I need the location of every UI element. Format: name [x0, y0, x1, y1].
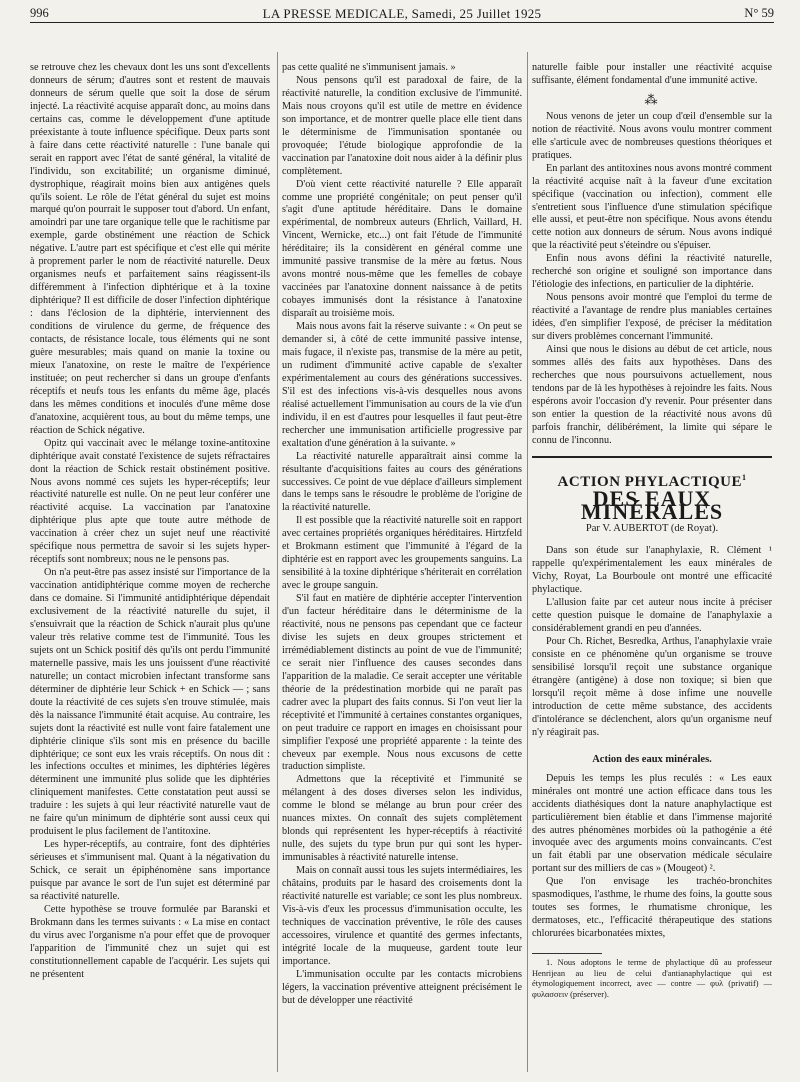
column-1	[30, 62, 270, 982]
paragraph: se retrouve chez les chevaux dont les uns sont d'excellents donneurs de sérum; d'autres sont et restent de mauvais donneurs de sérum quelle que soit la dose de sérum injecté. La réactivité acquise apparaît donc, au moins dans certains cas, comme le développement d'une aptitude préexistante à toute influence spécifique. Deux parts sont à faire dans cette réactivité naturelle : l'une banale qui serait en rapport avec l'état de santé général, la vitalité de l'individu, son excitabilité; un organisme diminué, dystrophique, réagirait moins bien aux antigènes quels qu'ils soient. Le rôle de l'état général du sujet est moins marqué qu'on pourrait le supposer tout d'abord. Un enfant, amoindri par une tare organique telle que le rachitisme par exemple, garde obstinément une réaction de Schick négative. L'autre part est spécifique et c'est elle qui mérite à proprement parler le nom de réactivité naturelle. Deux organismes neufs et parfaitement sains réagissent-ils différemment à l'infection diphtérique et à la toxine diphtérique? Il est difficile de doser l'infection diphtérique : dans l'éclosion de la diphtérie, interviennent des conditions de virulence du germe, de fréquence des contacts, de résistance locale, tous éléments qui ne sont guère mesurables; mais quand on manie la toxine ou mieux l'anatoxine, on reste le maître de l'expérience instituée; on peut rechercher si dans un groupe d'enfants réceptifs et neufs tous les enfants du même âge, placés dans les mêmes conditions et inoculés d'une même dose d'anatoxine, acquièrent tous, au bout du même temps, une réaction de Schick négative.	[30, 62, 270, 436]
paragraph: Nous pensons qu'il est paradoxal de faire, de la réactivité naturelle, la condition exclusive de l'immunité. Mais nous croyons qu'il est utile de mettre en évidence son importance, et de montrer quelle place elle tient dans le déterminisme de l'immunisation spontanée ou provoquée; l'étude biologique approfondie de la vaccination par l'anatoxine doit nous aider à la définir plus complètement.	[282, 74, 522, 177]
paragraph: pas cette qualité ne s'immunisent jamais. »	[282, 62, 456, 73]
paragraph: naturelle faible pour installer une réactivité acquise suffisante, élément fondamental d'une immunité active.	[532, 62, 772, 86]
paragraph: Pour Ch. Richet, Besredka, Arthus, l'anaphylaxie vraie consiste en ce phénomène qu'un organisme se trouve sensibilisé lorsqu'il reçoit une substance organique étrangère (antigène) à dose non toxique; si bien que lorsqu'il reçoit même à dose infime une nouvelle introduction de cette même substance, des accidents d'intolérance se déclenchent, alors qu'un organisme neuf n'y réagirait pas.	[532, 636, 772, 738]
paragraph: S'il faut en matière de diphtérie accepter l'intervention d'un facteur héréditaire dans le déterminisme de la réactivité, nous ne pensons pas cependant que ce facteur divise les sujets en deux groupes strictement et irrémédiablement distincts au point de vue de l'immunité; ce serait nier l'influence des causes secondes dans l'apparition de la maladie. Ce serait accepter une véritable théorie de la prédestination morbide qui ne paraît pas cadrer avec la plupart des faits connus. Si l'on veut lier la réceptivité et l'immunité à certaines constantes organiques, on peut traduire ce rapport en images en choisissant pour simplifier l'exposé une propriété apparente : la teinte des cheveux par exemple. Nous nous excusons de cette traduction simpliste.	[282, 593, 522, 773]
column-divider	[527, 52, 528, 1072]
paragraph: On n'a peut-être pas assez insisté sur l'importance de la vaccination antidiphtérique comme moyen de recherche dans ce domaine. Si l'immunité antidiphtérique dépendait exclusivement de la réactivité naturelle du sujet, il s'ensuivrait que la réaction de Schick n'aurait plus qu'une valeur très relative comme test de l'immunité. Tous les sujets ont un Schick positif dès qu'ils ont perdu l'immunité maternelle passive, mais les uns jouissent d'une réactivité naturelle; un contact microbien infectant transforme sans déterminer de diphtérie leur Schick + en Schick — ; sans doute la réactivité de ces sujets s'en trouve stimulée, mais dès la naissance l'immunité était acquise. Au contraire, les sujets dont la réactivité est nulle vont faire fatalement une diphtérie clinique s'ils sont mis en présence du bacille diphtérique; ce sont eux les vrais réceptifs. On nous dit : les infections occultes et minimes, les diphtéries légères déterminent une immunité plus solide que les diphtéries cliniquement manifestes. Cette constatation peut aussi se traduire : les sujets à qui leur réactivité naturelle vaut de ne faire qu'un minimum de diphtérie sont aussi ceux qui produisent le plus facilement de l'antitoxine.	[30, 567, 270, 838]
column-3	[532, 62, 772, 1000]
paragraph: Enfin nous avons défini la réactivité naturelle, recherché son origine et souligné son importance dans l'étiologie des infections, en particulier de la diphtérie.	[532, 253, 772, 291]
paragraph: Admettons que la réceptivité et l'immunité se mélangent à des doses diverses selon les individus, comme le blond se mélange au brun pour créer des nuances mixtes. On connaît des sujets complètement blonds qui représentent les hyper-réceptifs à réactivité nulle, des sujets du type brun pur qui sont les hyper-immunisables à réactivité naturelle intense.	[282, 774, 522, 864]
issue-number: N° 59	[744, 6, 774, 20]
paragraph: La réactivité naturelle apparaîtrait ainsi comme la résultante d'acquisitions faites au cours des générations successives. Ce point de vue déplace d'ailleurs simplement dans le temps sans le résoudre le problème de l'origine de la réactivité naturelle.	[282, 450, 522, 514]
footnote-marker: 1	[741, 472, 747, 482]
paragraph: D'où vient cette réactivité naturelle ? Elle apparaît comme une propriété congénitale; on peut penser qu'il s'agit d'une aptitude héréditaire. Dans le domaine expérimental, de nombreux auteurs (Ehrlich, Vaillard, H. Vincent, Wernicke, etc...) ont fait l'étude de l'immunité héréditaire; ils la considèrent en général comme une immunité passive transmise de la mère au fœtus. Nous avons montré nous-même que les femelles de cobaye vaccinées par l'anatoxine donnent naissance à de petits cobayes immunisés dont la résistance à l'anatoxine disparaît au troisième mois.	[282, 178, 522, 320]
column-2	[282, 62, 522, 1008]
article-kicker: ACTION PHYLACTIQUE$^1$	[557, 472, 747, 490]
page-number: 996	[30, 6, 49, 20]
paragraph: Nous pensons avoir montré que l'emploi du terme de réactivité a l'avantage de rendre plus maniables certaines idées, d'en simplifier l'exposé, de préciser la méditation sur divers problèmes concernant l'immunité.	[532, 292, 772, 343]
paragraph: Cette hypothèse se trouve formulée par Baranski et Brokmann dans les termes suivants : « La mise en contact du virus avec l'organisme n'a pour effet que de provoquer l'apparition de l'immunité chez un sujet qui est constitutionnellement capable de l'acquérir. Les sujets qui ne présentent	[30, 903, 270, 980]
article-author: Par V. AUBERTOT (de Royat).	[585, 522, 719, 534]
paragraph: Que l'on envisage les trachéo-bronchites spasmodiques, l'asthme, le rhume des foins, la goutte sous toutes ses formes, le rhumatisme chronique, les dermatoses, etc., l'efficacité thérapeutique des stations chlorurées bicarbonatées mixtes,	[532, 876, 772, 940]
paragraph: L'allusion faite par cet auteur nous incite à préciser cette question puisque le domaine de l'anaphylaxie a considérablement grandi en peu d'années.	[532, 597, 772, 635]
paragraph: Dans son étude sur l'anaphylaxie, R. Clément ¹ rappelle qu'expérimentalement les eaux minérales de Vichy, Royat, La Bourboule ont montré une efficacité phylactique.	[532, 545, 772, 596]
paragraph: En parlant des antitoxines nous avons montré comment la réactivité acquise naît à la faveur d'une excitation spécifique (vaccination ou infection), comment elle s'entretient sous l'influence d'une stimulation spécifique elle aussi, et peut-être non spécifique. Nous avons étendu cette notion aux donneurs de sérum. Nous avons indiqué que la réactivité peut s'éteindre ou s'épuiser.	[532, 162, 772, 252]
paragraph: Il est possible que la réactivité naturelle soit en rapport avec certaines propriétés organiques héréditaires. Hirtzfeld et Brokmann estiment que l'immunité à l'égard de la diphtérie est en rapport avec les groupements sanguins. La sensibilité à la toxine diphtérique s'hériterait en corrélation avec le groupe sanguin.	[282, 515, 522, 592]
column-divider	[277, 52, 278, 1072]
paragraph: Les hyper-réceptifs, au contraire, font des diphtéries sérieuses et s'immunisent mal. Quant à la négativation du Schick, ce serait un épiphénomène sans importance puisque par avance le sort de l'un sujet est déterminé par sa réactivité naturelle.	[30, 839, 270, 902]
paragraph: Mais on connaît aussi tous les sujets intermédiaires, les châtains, produits par le hasard des croisements dont la réactivité naturelle est variable; ce sont les plus nombreux. Vis-à-vis d'eux les processus d'immunisation occulte, les techniques de vaccination préventive, le rôle des causes accessoires, virulence et quantité des germes infectants, intégrité locale de la muqueuse, gardent toute leur importance.	[282, 865, 522, 967]
paragraph: Nous venons de jeter un coup d'œil d'ensemble sur la notion de réactivité. Nous avons voulu montrer comment elle s'articule avec de nombreuses questions théoriques et pratiques.	[532, 110, 772, 161]
paragraph: Opitz qui vaccinait avec le mélange toxine-antitoxine diphtérique avait constaté l'existence de sujets réfractaires dont la réaction de Schick restait obstinément positive. Nous avons nommé ces sujets les hyper-réceptifs; leur réactivité naturelle est nulle. On ne peut leur conférer une réactivité acquise. La vaccination par l'anatoxine diphtérique plus apte que toute autre méthode de vaccination à créer chez un sujet neuf une réactivité spécifique nous permettra de savoir si les sujets hyper-réceptifs sont nombreux; nous ne le pensons pas.	[30, 437, 270, 566]
section-subheading: Action des eaux minérales.	[592, 753, 712, 765]
asterism-separator: ⁂	[644, 91, 660, 107]
article-title: DES EAUX MINÉRALES	[580, 485, 724, 524]
masthead-title: LA PRESSE MEDICALE, Samedi, 25 Juillet 1925	[262, 6, 542, 21]
footnote: 1. Nous adoptons le terme de phylactique dû au professeur Henrijean au lieu de celui d'antianaphylactique qui est étymologiquement incorrect, avec — contre — φυλ (privatif) — φυλασσειν (préserver).	[532, 958, 772, 999]
footnote-rule	[532, 953, 602, 954]
paragraph: Mais nous avons fait la réserve suivante : « On peut se demander si, à côté de cette immunité passive intense, mais fugace, il n'existe pas, transmise de la mère au petit, un rudiment d'immunité active capable de s'exalter expérimentalement au cours des générations successives. S'il est des infections vis-à-vis desquelles nous avons réalisé actuellement l'immunisation au cours de la vie d'un individu, il en est d'autres pour lesquelles il faut peut-être rechercher une immunisation artificielle progressive par exaltation d'une génération à la suivante. »	[282, 321, 522, 449]
header-rule	[30, 22, 774, 23]
paragraph: Ainsi que nous le disions au début de cet article, nous sommes allés des faits aux hypothèses. Dans des recherches que nous poursuivons actuellement, nous tendons par de là les hypothèses à rejoindre les faits. Nous espérons avoir l'occasion d'y revenir. Pour présenter dans son entier la question de la réactivité nous avons dû parfois franchir, délibérément, la limite qui sépare le connu de l'inconnu.	[532, 344, 772, 446]
page-header	[30, 6, 774, 46]
article-separator	[532, 456, 772, 458]
paragraph: Depuis les temps les plus reculés : « Les eaux minérales ont montré une action efficace dans tous les accidents diathésiques dont la nature anaphylactique est particulièrement bien établie et dans l'immense majorité des autres phénomènes morbides où la pathogénie a été invoquée avec des arguments moins convaincants. C'est un fait établi par une observation médicale séculaire portant sur des milliers de cas » (Mougeot) ².	[532, 772, 772, 875]
paragraph: L'immunisation occulte par les contacts microbiens légers, la vaccination préventive atteignent précisément le but de développer une réactivité	[282, 968, 522, 1006]
